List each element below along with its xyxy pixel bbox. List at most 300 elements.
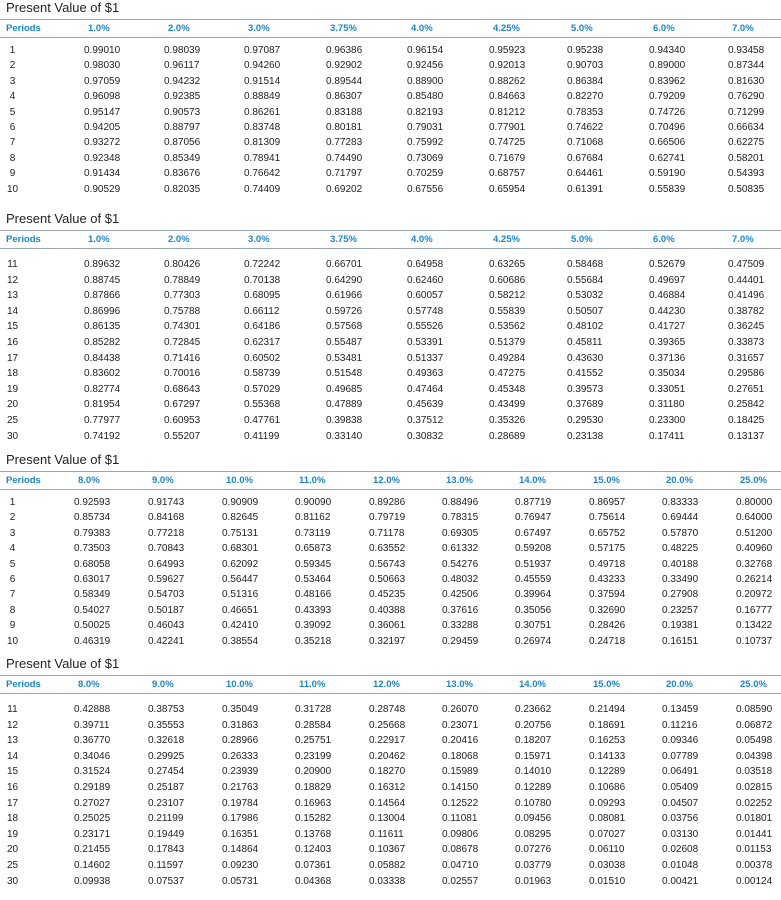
value-cell: 0.90529 [84, 183, 121, 195]
value-cell: 0.44230 [649, 305, 686, 317]
period-cell: 16 [6, 337, 19, 348]
value-cell: 0.97059 [84, 75, 121, 87]
value-cell: 0.01801 [736, 813, 773, 825]
table-row [0, 320, 781, 333]
value-cell: 0.49363 [407, 368, 444, 380]
value-cell: 0.04398 [736, 750, 773, 762]
value-cell: 0.26214 [736, 574, 773, 585]
rate-header: 4.25% [493, 23, 520, 34]
value-cell: 0.09456 [515, 813, 552, 825]
value-cell: 0.21494 [589, 704, 626, 715]
periods-header: Periods [6, 23, 41, 34]
value-cell: 0.45639 [407, 399, 444, 411]
period-cell: 12 [6, 274, 19, 286]
value-cell: 0.31524 [74, 766, 111, 778]
value-cell: 0.03130 [662, 828, 699, 840]
value-cell: 0.54276 [442, 558, 479, 570]
value-cell: 0.41199 [244, 430, 280, 442]
period-cell: 20 [6, 844, 19, 856]
value-cell: 0.12403 [295, 844, 332, 856]
table-row [0, 765, 781, 778]
value-cell: 0.25842 [728, 399, 765, 411]
value-cell: 0.55684 [567, 274, 604, 286]
value-cell: 0.57175 [589, 543, 626, 555]
table-row [0, 106, 781, 119]
value-cell: 0.13422 [736, 620, 773, 632]
rate-header: 14.0% [519, 679, 546, 690]
rate-header: 11.0% [299, 679, 326, 690]
table-row [0, 812, 781, 825]
period-cell: 2 [9, 60, 16, 72]
value-cell: 0.07537 [148, 875, 185, 887]
value-cell: 0.39711 [74, 719, 110, 731]
value-cell: 0.03338 [369, 875, 406, 887]
value-cell: 0.07027 [589, 828, 626, 840]
rate-header: 4.0% [411, 234, 433, 245]
value-cell: 0.00421 [662, 875, 699, 887]
rate-header: 15.0% [593, 679, 620, 690]
value-cell: 0.58349 [74, 589, 111, 601]
value-cell: 0.20900 [295, 766, 332, 778]
table-title: Present Value of $1 [6, 211, 120, 226]
value-cell: 0.83602 [84, 368, 121, 380]
value-cell: 0.00124 [736, 875, 773, 887]
value-cell: 0.12522 [442, 797, 479, 809]
table-row [0, 44, 781, 57]
value-cell: 0.61332 [442, 543, 479, 555]
value-cell: 0.78353 [567, 106, 604, 118]
table-row [0, 843, 781, 856]
value-cell: 0.23257 [662, 604, 699, 616]
value-cell: 0.71797 [326, 168, 363, 180]
value-cell: 0.98030 [84, 60, 121, 72]
value-cell: 0.16351 [222, 828, 259, 840]
table-row [0, 719, 781, 732]
value-cell: 0.49685 [326, 383, 363, 395]
value-cell: 0.10737 [736, 635, 773, 647]
value-cell: 0.33140 [326, 430, 363, 442]
value-cell: 0.83676 [164, 168, 201, 180]
period-cell: 10 [6, 183, 19, 195]
period-cell: 13 [6, 735, 19, 747]
rate-header: 4.0% [411, 23, 433, 34]
value-cell: 0.86261 [244, 106, 281, 118]
value-cell: 0.86307 [326, 91, 363, 103]
value-cell: 0.54027 [74, 604, 111, 616]
value-cell: 0.84663 [489, 91, 526, 103]
rate-header: 2.0% [168, 23, 190, 34]
value-cell: 0.62460 [407, 274, 444, 286]
value-cell: 0.35034 [649, 368, 686, 380]
period-cell: 15 [6, 321, 19, 333]
table-row [0, 797, 781, 810]
value-cell: 0.16253 [589, 735, 626, 747]
value-cell: 0.28966 [222, 735, 259, 747]
value-cell: 0.18068 [442, 750, 479, 762]
value-cell: 0.11081 [442, 813, 478, 825]
period-cell: 2 [9, 512, 16, 524]
value-cell: 0.18829 [295, 782, 332, 793]
value-cell: 0.69444 [662, 512, 699, 524]
value-cell: 0.57870 [662, 527, 699, 539]
rate-header: 25.0% [740, 679, 767, 690]
value-cell: 0.55839 [649, 183, 686, 195]
value-cell: 0.94340 [649, 45, 686, 56]
period-cell: 1 [9, 45, 16, 56]
value-cell: 0.14564 [369, 797, 406, 809]
value-cell: 0.45235 [369, 589, 406, 601]
value-cell: 0.37512 [407, 415, 444, 426]
value-cell: 0.04710 [442, 860, 479, 871]
value-cell: 0.77901 [489, 122, 526, 133]
table-row [0, 750, 781, 763]
value-cell: 0.40188 [662, 558, 699, 570]
period-cell: 6 [9, 122, 16, 133]
value-cell: 0.90703 [567, 60, 604, 72]
value-cell: 0.35326 [489, 415, 526, 426]
value-cell: 0.38554 [222, 635, 259, 647]
value-cell: 0.85282 [84, 337, 121, 348]
period-cell: 3 [9, 527, 16, 539]
rate-header: 3.0% [248, 23, 270, 34]
value-cell: 0.75614 [589, 512, 626, 524]
value-cell: 0.32618 [148, 735, 185, 747]
value-cell: 0.48032 [442, 574, 479, 585]
rate-header: 11.0% [299, 475, 326, 486]
value-cell: 0.74725 [489, 137, 526, 149]
value-cell: 0.91514 [244, 75, 281, 87]
value-cell: 0.08081 [589, 813, 626, 825]
value-cell: 0.88496 [442, 497, 479, 508]
period-cell: 8 [9, 152, 16, 164]
value-cell: 0.16777 [736, 604, 773, 616]
value-cell: 0.53562 [489, 321, 526, 333]
value-cell: 0.74192 [84, 430, 121, 442]
value-cell: 0.37689 [567, 399, 604, 411]
value-cell: 0.88900 [407, 75, 444, 87]
value-cell: 0.56743 [369, 558, 406, 570]
table-row [0, 336, 781, 349]
value-cell: 0.21763 [222, 782, 259, 793]
value-cell: 0.74726 [649, 106, 686, 118]
value-cell: 0.10686 [589, 782, 626, 793]
value-cell: 0.02557 [442, 875, 479, 887]
value-cell: 0.12289 [515, 782, 552, 793]
value-cell: 0.71299 [728, 106, 765, 118]
value-cell: 0.23300 [649, 415, 686, 426]
value-cell: 0.39365 [649, 337, 686, 348]
rate-header: 20.0% [666, 679, 693, 690]
value-cell: 0.07276 [515, 844, 552, 856]
value-cell: 0.59190 [649, 168, 686, 180]
rate-header: 9.0% [152, 679, 174, 690]
value-cell: 0.04368 [295, 875, 332, 887]
value-cell: 0.74301 [164, 321, 201, 333]
period-cell: 19 [6, 828, 19, 840]
table-row [0, 430, 781, 443]
value-cell: 0.71178 [369, 527, 405, 539]
value-cell: 0.09346 [662, 735, 699, 747]
value-cell: 0.85349 [164, 152, 201, 164]
value-cell: 0.73069 [407, 152, 444, 164]
value-cell: 0.33288 [442, 620, 479, 632]
value-cell: 0.85734 [74, 512, 111, 524]
value-cell: 0.60953 [164, 415, 201, 426]
value-cell: 0.66112 [244, 305, 280, 317]
value-cell: 0.89632 [84, 259, 121, 270]
pv-table-1-to-10-high-rates [0, 452, 781, 656]
value-cell: 0.73503 [74, 543, 111, 555]
value-cell: 0.01153 [736, 844, 772, 856]
value-cell: 0.68757 [489, 168, 526, 180]
value-cell: 0.44401 [728, 274, 765, 286]
value-cell: 0.35218 [295, 635, 332, 647]
value-cell: 0.15971 [515, 750, 552, 762]
period-cell: 9 [9, 620, 16, 632]
value-cell: 0.27651 [728, 383, 765, 395]
value-cell: 0.49284 [489, 352, 526, 364]
value-cell: 0.77977 [84, 415, 121, 426]
value-cell: 0.58739 [244, 368, 281, 380]
value-cell: 0.66634 [728, 122, 765, 133]
table-row [0, 875, 781, 888]
value-cell: 0.05882 [369, 860, 406, 871]
rate-header: 5.0% [571, 23, 593, 34]
value-cell: 0.01510 [589, 875, 626, 887]
value-cell: 0.25668 [369, 719, 406, 731]
value-cell: 0.07789 [662, 750, 699, 762]
table-row [0, 121, 781, 134]
value-cell: 0.28426 [589, 620, 626, 632]
value-cell: 0.82035 [164, 183, 201, 195]
period-cell: 5 [9, 106, 16, 118]
value-cell: 0.90573 [164, 106, 201, 118]
value-cell: 0.96386 [326, 45, 363, 56]
value-cell: 0.83188 [326, 106, 363, 118]
value-cell: 0.61966 [326, 290, 363, 302]
value-cell: 0.68058 [74, 558, 111, 570]
value-cell: 0.17986 [222, 813, 259, 825]
value-cell: 0.03038 [589, 860, 626, 871]
value-cell: 0.75788 [164, 305, 201, 317]
table-row [0, 573, 781, 586]
value-cell: 0.18425 [728, 415, 765, 426]
value-cell: 0.99010 [84, 45, 121, 56]
value-cell: 0.33873 [728, 337, 765, 348]
value-cell: 0.76947 [515, 512, 552, 524]
value-cell: 0.33490 [662, 574, 699, 585]
table-row [0, 383, 781, 396]
value-cell: 0.29530 [567, 415, 604, 426]
value-cell: 0.79209 [649, 91, 686, 103]
table-row [0, 367, 781, 380]
table-row [0, 167, 781, 180]
rate-header: 3.75% [330, 23, 357, 34]
value-cell: 0.71679 [489, 152, 526, 164]
value-cell: 0.40960 [736, 543, 773, 555]
value-cell: 0.28584 [295, 719, 332, 731]
value-cell: 0.87866 [84, 290, 121, 302]
value-cell: 0.13004 [369, 813, 406, 825]
value-cell: 0.06872 [736, 719, 773, 731]
value-cell: 0.50187 [148, 604, 185, 616]
value-cell: 0.65752 [589, 527, 626, 539]
value-cell: 0.01048 [662, 860, 699, 871]
value-cell: 0.98039 [164, 45, 201, 56]
value-cell: 0.67556 [407, 183, 444, 195]
value-cell: 0.81212 [489, 106, 526, 118]
value-cell: 0.03518 [736, 766, 773, 778]
value-cell: 0.30832 [407, 430, 444, 442]
value-cell: 0.38782 [728, 305, 765, 317]
value-cell: 0.77283 [326, 137, 363, 149]
value-cell: 0.52679 [649, 259, 686, 270]
value-cell: 0.29925 [148, 750, 185, 762]
value-cell: 0.92348 [84, 152, 121, 164]
value-cell: 0.78315 [442, 512, 479, 524]
value-cell: 0.35049 [222, 704, 259, 715]
table-header-row [0, 675, 781, 694]
value-cell: 0.16312 [369, 782, 406, 793]
value-cell: 0.53481 [326, 352, 363, 364]
value-cell: 0.66506 [649, 137, 686, 149]
value-cell: 0.51937 [515, 558, 552, 570]
value-cell: 0.10367 [369, 844, 406, 856]
value-cell: 0.27908 [662, 589, 699, 601]
value-cell: 0.85480 [407, 91, 444, 103]
value-cell: 0.23138 [567, 430, 604, 442]
value-cell: 0.26974 [515, 635, 552, 647]
value-cell: 0.57568 [326, 321, 363, 333]
period-cell: 4 [9, 91, 16, 103]
table-row [0, 305, 781, 318]
table-row [0, 75, 781, 88]
value-cell: 0.94260 [244, 60, 281, 72]
value-cell: 0.11611 [369, 828, 404, 840]
value-cell: 0.16151 [662, 635, 699, 647]
table-row [0, 542, 781, 555]
value-cell: 0.96154 [407, 45, 444, 56]
value-cell: 0.50025 [74, 620, 111, 632]
rate-header: 1.0% [88, 23, 110, 34]
value-cell: 0.89000 [649, 60, 686, 72]
rate-header: 2.0% [168, 234, 190, 245]
value-cell: 0.53391 [407, 337, 444, 348]
rate-header: 10.0% [226, 679, 253, 690]
value-cell: 0.05409 [662, 782, 699, 793]
table-row [0, 258, 781, 271]
value-cell: 0.75131 [222, 527, 259, 539]
value-cell: 0.54393 [728, 168, 765, 180]
rate-header: 5.0% [571, 234, 593, 245]
value-cell: 0.41727 [649, 321, 686, 333]
period-cell: 5 [9, 558, 16, 570]
value-cell: 0.20756 [515, 719, 552, 731]
value-cell: 0.92385 [164, 91, 201, 103]
value-cell: 0.90909 [222, 497, 259, 508]
value-cell: 0.39964 [515, 589, 552, 601]
period-cell: 11 [7, 259, 18, 270]
value-cell: 0.92456 [407, 60, 444, 72]
value-cell: 0.17843 [148, 844, 185, 856]
value-cell: 0.48225 [662, 543, 699, 555]
pv-table-1-to-10-low-rates [0, 0, 781, 204]
value-cell: 0.18270 [369, 766, 406, 778]
value-cell: 0.47761 [244, 415, 281, 426]
rate-header: 1.0% [88, 234, 110, 245]
period-cell: 15 [6, 766, 19, 778]
value-cell: 0.36061 [369, 620, 406, 632]
value-cell: 0.21455 [74, 844, 111, 856]
value-cell: 0.55526 [407, 321, 444, 333]
value-cell: 0.05498 [736, 735, 773, 747]
period-cell: 16 [6, 782, 19, 793]
value-cell: 0.32690 [589, 604, 626, 616]
value-cell: 0.18207 [515, 735, 552, 747]
value-cell: 0.29189 [74, 782, 111, 793]
value-cell: 0.58468 [567, 259, 604, 270]
table-row [0, 604, 781, 617]
value-cell: 0.11216 [662, 719, 698, 731]
value-cell: 0.29586 [728, 368, 765, 380]
period-cell: 7 [9, 137, 16, 149]
value-cell: 0.32197 [369, 635, 406, 647]
value-cell: 0.80426 [164, 259, 201, 270]
value-cell: 0.64993 [148, 558, 185, 570]
table-row [0, 274, 781, 287]
value-cell: 0.71068 [567, 137, 604, 149]
value-cell: 0.79719 [369, 512, 406, 524]
table-row [0, 152, 781, 165]
table-row [0, 588, 781, 601]
value-cell: 0.40388 [369, 604, 406, 616]
value-cell: 0.47464 [407, 383, 444, 395]
value-cell: 0.02608 [662, 844, 699, 856]
value-cell: 0.12289 [589, 766, 626, 778]
periods-header: Periods [6, 234, 41, 245]
value-cell: 0.92013 [489, 60, 526, 72]
table-row [0, 414, 781, 427]
value-cell: 0.89544 [326, 75, 363, 87]
value-cell: 0.68301 [222, 543, 259, 555]
value-cell: 0.43233 [589, 574, 626, 585]
rate-header: 6.0% [653, 23, 675, 34]
value-cell: 0.39573 [567, 383, 604, 395]
value-cell: 0.87719 [515, 497, 552, 508]
value-cell: 0.54703 [148, 589, 185, 601]
value-cell: 0.42410 [222, 620, 259, 632]
periods-header: Periods [6, 679, 41, 690]
rate-header: 14.0% [519, 475, 546, 486]
period-cell: 14 [6, 305, 19, 317]
table-header-row [0, 230, 781, 249]
rate-header: 3.75% [330, 234, 357, 245]
value-cell: 0.03779 [515, 860, 552, 871]
value-cell: 0.02252 [736, 797, 773, 809]
value-cell: 0.23939 [222, 766, 259, 778]
rate-header: 4.25% [493, 234, 520, 245]
value-cell: 0.47889 [326, 399, 363, 411]
period-cell: 30 [6, 430, 19, 442]
period-cell: 3 [9, 75, 16, 87]
value-cell: 0.92902 [326, 60, 363, 72]
value-cell: 0.24718 [589, 635, 626, 647]
value-cell: 0.09938 [74, 875, 111, 887]
value-cell: 0.51379 [489, 337, 526, 348]
table-row [0, 703, 781, 716]
value-cell: 0.65954 [489, 183, 526, 195]
value-cell: 0.31728 [295, 704, 332, 715]
